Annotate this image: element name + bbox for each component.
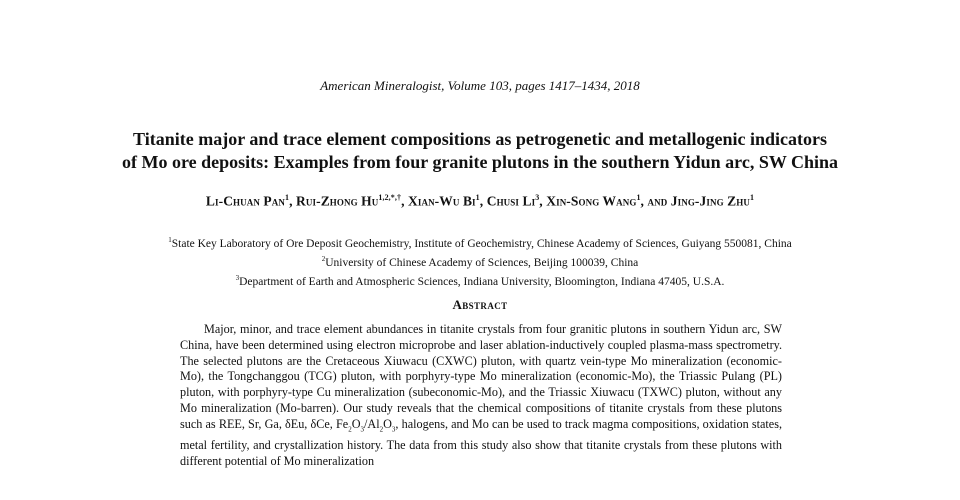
affiliation-text: State Key Laboratory of Ore Deposit Geochemistry, Institute of Geochemistry, Chinese Academy of Sciences, Guiyang 550081, China [171,237,792,250]
formula-part: /Al [364,416,380,431]
author-separator: , and [640,193,671,209]
author-name: Rui-Zhong Hu [296,193,379,209]
author-list [40,193,920,210]
abstract-heading: Abstract [452,297,508,312]
abstract-body [180,322,782,470]
author-affiliation-marker: 1 [636,193,641,202]
author-affiliation-marker: 3 [535,193,540,202]
subscript: 2 [348,425,352,434]
author-separator: , [539,193,547,209]
author-separator: , [289,193,297,209]
title-line-1: Titanite major and trace element compositions as petrogenetic and metallogenic indicators [133,129,827,149]
author-name: Xin-Song Wang [546,193,637,209]
title-line-2: of Mo ore deposits: Examples from four granite plutons in the southern Yidun arc, SW China [121,152,839,172]
affiliation-text: University of Chinese Academy of Sciences, Beijing 100039, China [325,256,639,269]
abstract-text-2: , halogens, and Mo can be used to track magma compositions, oxidation states, metal fertility, and crystallization history. The data from this study also show that titanite crystals from these plutons with different potential of Mo mineralization [180,416,782,468]
subscript: 3 [391,425,396,434]
affiliation-2 [40,252,920,271]
author-name: Li-Chuan Pan [205,193,285,209]
author-separator: , [479,193,487,209]
author-separator: , [401,193,409,209]
affiliation-marker: 2 [321,254,326,263]
affiliation-text: Department of Earth and Atmospheric Sciences, Indiana University, Bloomington, Indiana 47405, U.S.A. [239,275,725,288]
affiliation-1 [40,233,920,252]
journal-citation: American Mineralogist, Volume 103, pages 1417–1434, 2018 [320,78,640,93]
formula-part: O [351,416,361,431]
author-affiliation-marker: 1,2,*,† [378,193,402,202]
subscript: 3 [360,425,365,434]
author-name: Chusi Li [486,193,536,209]
affiliation-marker: 1 [168,236,172,244]
author-name: Xian-Wu Bi [408,193,476,209]
author-affiliation-marker: 1 [749,193,755,202]
subscript: 2 [379,425,384,434]
author-affiliation-marker: 1 [475,193,480,202]
affiliation-marker: 3 [235,273,240,282]
author-name: Jing-Jing Zhu [670,193,750,209]
paper-title [60,128,900,174]
formula-part: O [383,416,392,431]
affiliation-3 [40,271,920,290]
abstract-text-1: Major, minor, and trace element abundances in titanite crystals from four granitic plutons in southern Yidun arc, SW China, have been determined using electron microprobe and laser ablation-inductively coupled plasma-mass spectrometry. The selected plutons are the Cretaceous Xiuwacu (CXWC) pluton, with quartz vein-type Mo mineralization (economic-Mo), the Tongchanggou (TCG) pluton, with porphyry-type Mo mineralization (economic-Mo), the Triassic Pulang (PL) pluton, with porphyry-type Cu mineralization (subeconomic-Mo), and the Triassic Xiuwacu (TXWC) pluton, without any Mo mineralization (Mo-barren). Our study reveals that the chemical compositions of titanite crystals from these plutons such as REE, Sr, Ga, δEu, δCe, Fe [180,322,782,431]
affiliations [40,233,920,289]
author-affiliation-marker: 1 [284,193,290,202]
